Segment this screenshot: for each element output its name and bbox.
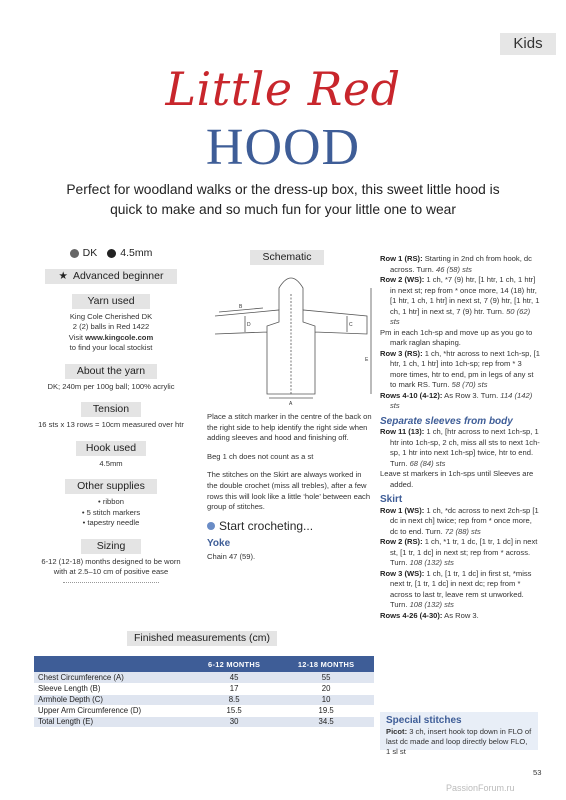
yoke-chain: Chain 47 (59). bbox=[207, 551, 256, 561]
yarn-used-label: Yarn used bbox=[72, 294, 150, 309]
yarn-ball-icon bbox=[70, 249, 79, 258]
pm-note: Pm in each 1ch-sp and move up as you go to mark raglan shaping. bbox=[380, 327, 533, 347]
watermark: PassionForum.ru bbox=[446, 783, 515, 793]
right-column bbox=[380, 254, 540, 621]
row-instruction: Row 2 (WS): 1 ch, *7 (9) htr, [1 htr, 1 ch, 1 htr] in next st; rep from * once more, 14 (18) htr, [1 htr, 1 ch, 1 htr] in next st, 7 (9) htr, [1 htr, 1 ch, 1 htr] in next st, 7 (9) htr. Turn. 50 (62) sts bbox=[380, 275, 540, 326]
special-stitches-box bbox=[380, 712, 538, 756]
row-instruction: Row 11 (13): 1 ch, [htr across to next 1ch-sp, 1 htr into 1ch-sp, 2 ch, miss all sts to next 1ch-sp, 1 htr into next 1ch-sp] twice, htr to end. Turn. 68 (84) sts bbox=[380, 427, 540, 468]
measurement-name: Total Length (E) bbox=[34, 716, 190, 727]
table-header: 12-18 MONTHS bbox=[278, 656, 374, 672]
supply-item: • ribbon bbox=[98, 497, 124, 506]
table-row bbox=[34, 716, 374, 727]
schematic-letter: D bbox=[247, 322, 251, 328]
title-hood: HOOD bbox=[205, 119, 361, 176]
row-instruction: Rows 4-10 (4-12): As Row 3. Turn. 114 (142) sts bbox=[380, 390, 533, 410]
hook-icon bbox=[107, 249, 116, 258]
measurement-value: 34.5 bbox=[278, 716, 374, 727]
row-instruction: Row 2 (RS): 1 ch, *1 tr, 1 dc, [1 tr, 1 dc] in next st, [1 tr, 1 dc] in next st; rep from * across. Turn. 108 (132) sts bbox=[380, 537, 538, 567]
schematic-letter: B bbox=[239, 304, 243, 310]
yarn-used-visit: Visit www.kingcole.com bbox=[68, 332, 154, 342]
yarn-used-section bbox=[36, 294, 186, 354]
skirt-note: The stitches on the Skirt are always worked in the double crochet (miss all trebles), after a few rows this will look like a little ‘hole’ between each group of stitches. bbox=[207, 470, 371, 512]
yoke-heading: Yoke bbox=[207, 538, 231, 550]
schematic-label: Schematic bbox=[250, 250, 324, 265]
measurement-name: Upper Arm Circumference (D) bbox=[34, 705, 190, 716]
yarn-used-text1: King Cole Cherished DK bbox=[69, 311, 153, 321]
schematic-diagram bbox=[207, 266, 375, 406]
star-icon: ★ bbox=[58, 269, 68, 282]
leave-markers-note: Leave st markers in 1ch-sps until Sleeves are added. bbox=[380, 469, 534, 489]
table-row bbox=[34, 705, 374, 716]
finished-measurements-table bbox=[34, 656, 374, 728]
measurement-name: Armhole Depth (C) bbox=[34, 694, 190, 705]
yarn-used-text3: to find your local stockist bbox=[69, 343, 153, 352]
supplies-section bbox=[36, 479, 186, 529]
table-row bbox=[34, 672, 374, 683]
bullet-icon bbox=[207, 522, 215, 530]
about-yarn-section bbox=[36, 364, 186, 393]
measurement-name: Sleeve Length (B) bbox=[34, 683, 190, 694]
stitch-marker-note: Place a stitch marker in the centre of the back on the right side to help identify the right side when adding sleeves and hood and finishing off. bbox=[207, 412, 372, 443]
supplies-label: Other supplies bbox=[65, 479, 157, 494]
beg-ch-note: Beg 1 ch does not count as a st bbox=[207, 451, 314, 461]
row-instruction: Row 3 (RS): 1 ch, *htr across to next 1ch-sp, [1 htr, 1 ch, 1 htr] into 1ch-sp; rep from * 3 more times, htr to end, pm in legs of any st to mark RS. Turn. 58 (70) sts bbox=[380, 348, 540, 389]
title-little-red: Little Red bbox=[165, 62, 401, 116]
schematic-letter: E bbox=[365, 357, 369, 363]
about-yarn-text: DK; 240m per 100g ball; 100% acrylic bbox=[47, 381, 175, 391]
measurement-value: 8.5 bbox=[190, 694, 278, 705]
measurement-value: 55 bbox=[278, 672, 374, 683]
sizing-label: Sizing bbox=[81, 539, 141, 554]
tension-section bbox=[36, 402, 186, 431]
intro-text: Perfect for woodland walks or the dress-up box, this sweet little hood is quick to make and so much fun for your little one to wear bbox=[66, 182, 500, 217]
middle-column bbox=[207, 412, 373, 563]
table-row bbox=[34, 683, 374, 694]
yarn-used-text2: 2 (2) balls in Red 1422 bbox=[72, 322, 150, 331]
measurement-value: 19.5 bbox=[278, 705, 374, 716]
tension-label: Tension bbox=[81, 402, 141, 417]
measurement-value: 45 bbox=[190, 672, 278, 683]
table-header-row bbox=[34, 656, 374, 672]
sizing-section bbox=[36, 539, 186, 583]
table-row bbox=[34, 694, 374, 705]
row-instruction: Row 3 (WS): 1 ch, [1 tr, 1 dc] in first st, *miss next tr, [1 tr, 1 dc] in next dc; rep from * across to last tr, leave rem st unworked. Turn. 108 (132) sts bbox=[380, 568, 532, 609]
separate-sleeves-heading: Separate sleeves from body bbox=[380, 415, 513, 427]
left-column bbox=[36, 248, 186, 593]
table-header bbox=[34, 656, 190, 672]
start-crocheting: Start crocheting... bbox=[207, 521, 373, 532]
about-yarn-label: About the yarn bbox=[65, 364, 157, 379]
row-instruction: Rows 4-26 (4-30): As Row 3. bbox=[380, 610, 479, 620]
special-stitches-heading: Special stitches bbox=[386, 715, 462, 726]
hook-used-text: 4.5mm bbox=[99, 458, 123, 468]
skill-level: ★ Advanced beginner bbox=[45, 269, 177, 284]
measurement-value: 17 bbox=[190, 683, 278, 694]
skirt-heading: Skirt bbox=[380, 494, 403, 505]
page-number: 53 bbox=[533, 768, 542, 777]
yarn-weight: DK bbox=[82, 247, 98, 259]
measurement-value: 20 bbox=[278, 683, 374, 694]
sizing-text: 6-12 (12-18) months designed to be worn with at 2.5–10 cm of positive ease bbox=[41, 556, 181, 576]
supply-item: • 5 stitch markers bbox=[81, 507, 141, 517]
category-tag: Kids bbox=[500, 33, 556, 55]
measurement-value: 10 bbox=[278, 694, 374, 705]
hook-size: 4.5mm bbox=[120, 247, 153, 259]
gauge-row bbox=[36, 248, 186, 259]
measurement-name: Chest Circumference (A) bbox=[34, 672, 190, 683]
dotted-divider bbox=[63, 582, 159, 583]
schematic-letter: C bbox=[349, 322, 353, 328]
row-instruction: Row 1 (WS): 1 ch, *dc across to next 2ch-sp [1 dc in next ch] twice; rep from * once more, dc to end. Turn. 72 (88) sts bbox=[380, 505, 539, 536]
table-header: 6-12 MONTHS bbox=[190, 656, 278, 672]
finished-measurements-title: Finished measurements (cm) bbox=[127, 631, 277, 646]
supply-item: • tapestry needle bbox=[82, 518, 140, 527]
measurement-value: 30 bbox=[190, 716, 278, 727]
hook-used-label: Hook used bbox=[76, 441, 146, 456]
row-instruction: Row 1 (RS): Starting in 2nd ch from hook, dc across. Turn. 46 (58) sts bbox=[380, 254, 532, 274]
hook-used-section bbox=[36, 441, 186, 470]
kingcole-link[interactable]: www.kingcole.com bbox=[85, 332, 154, 342]
schematic-letter: A bbox=[289, 401, 293, 406]
picot-instruction: Picot: 3 ch, insert hook top down in FLO of last dc made and loop directly below FLO, 1 sl st bbox=[386, 727, 532, 756]
tension-text: 16 sts x 13 rows = 10cm measured over htr bbox=[38, 420, 184, 429]
measurement-value: 15.5 bbox=[190, 705, 278, 716]
